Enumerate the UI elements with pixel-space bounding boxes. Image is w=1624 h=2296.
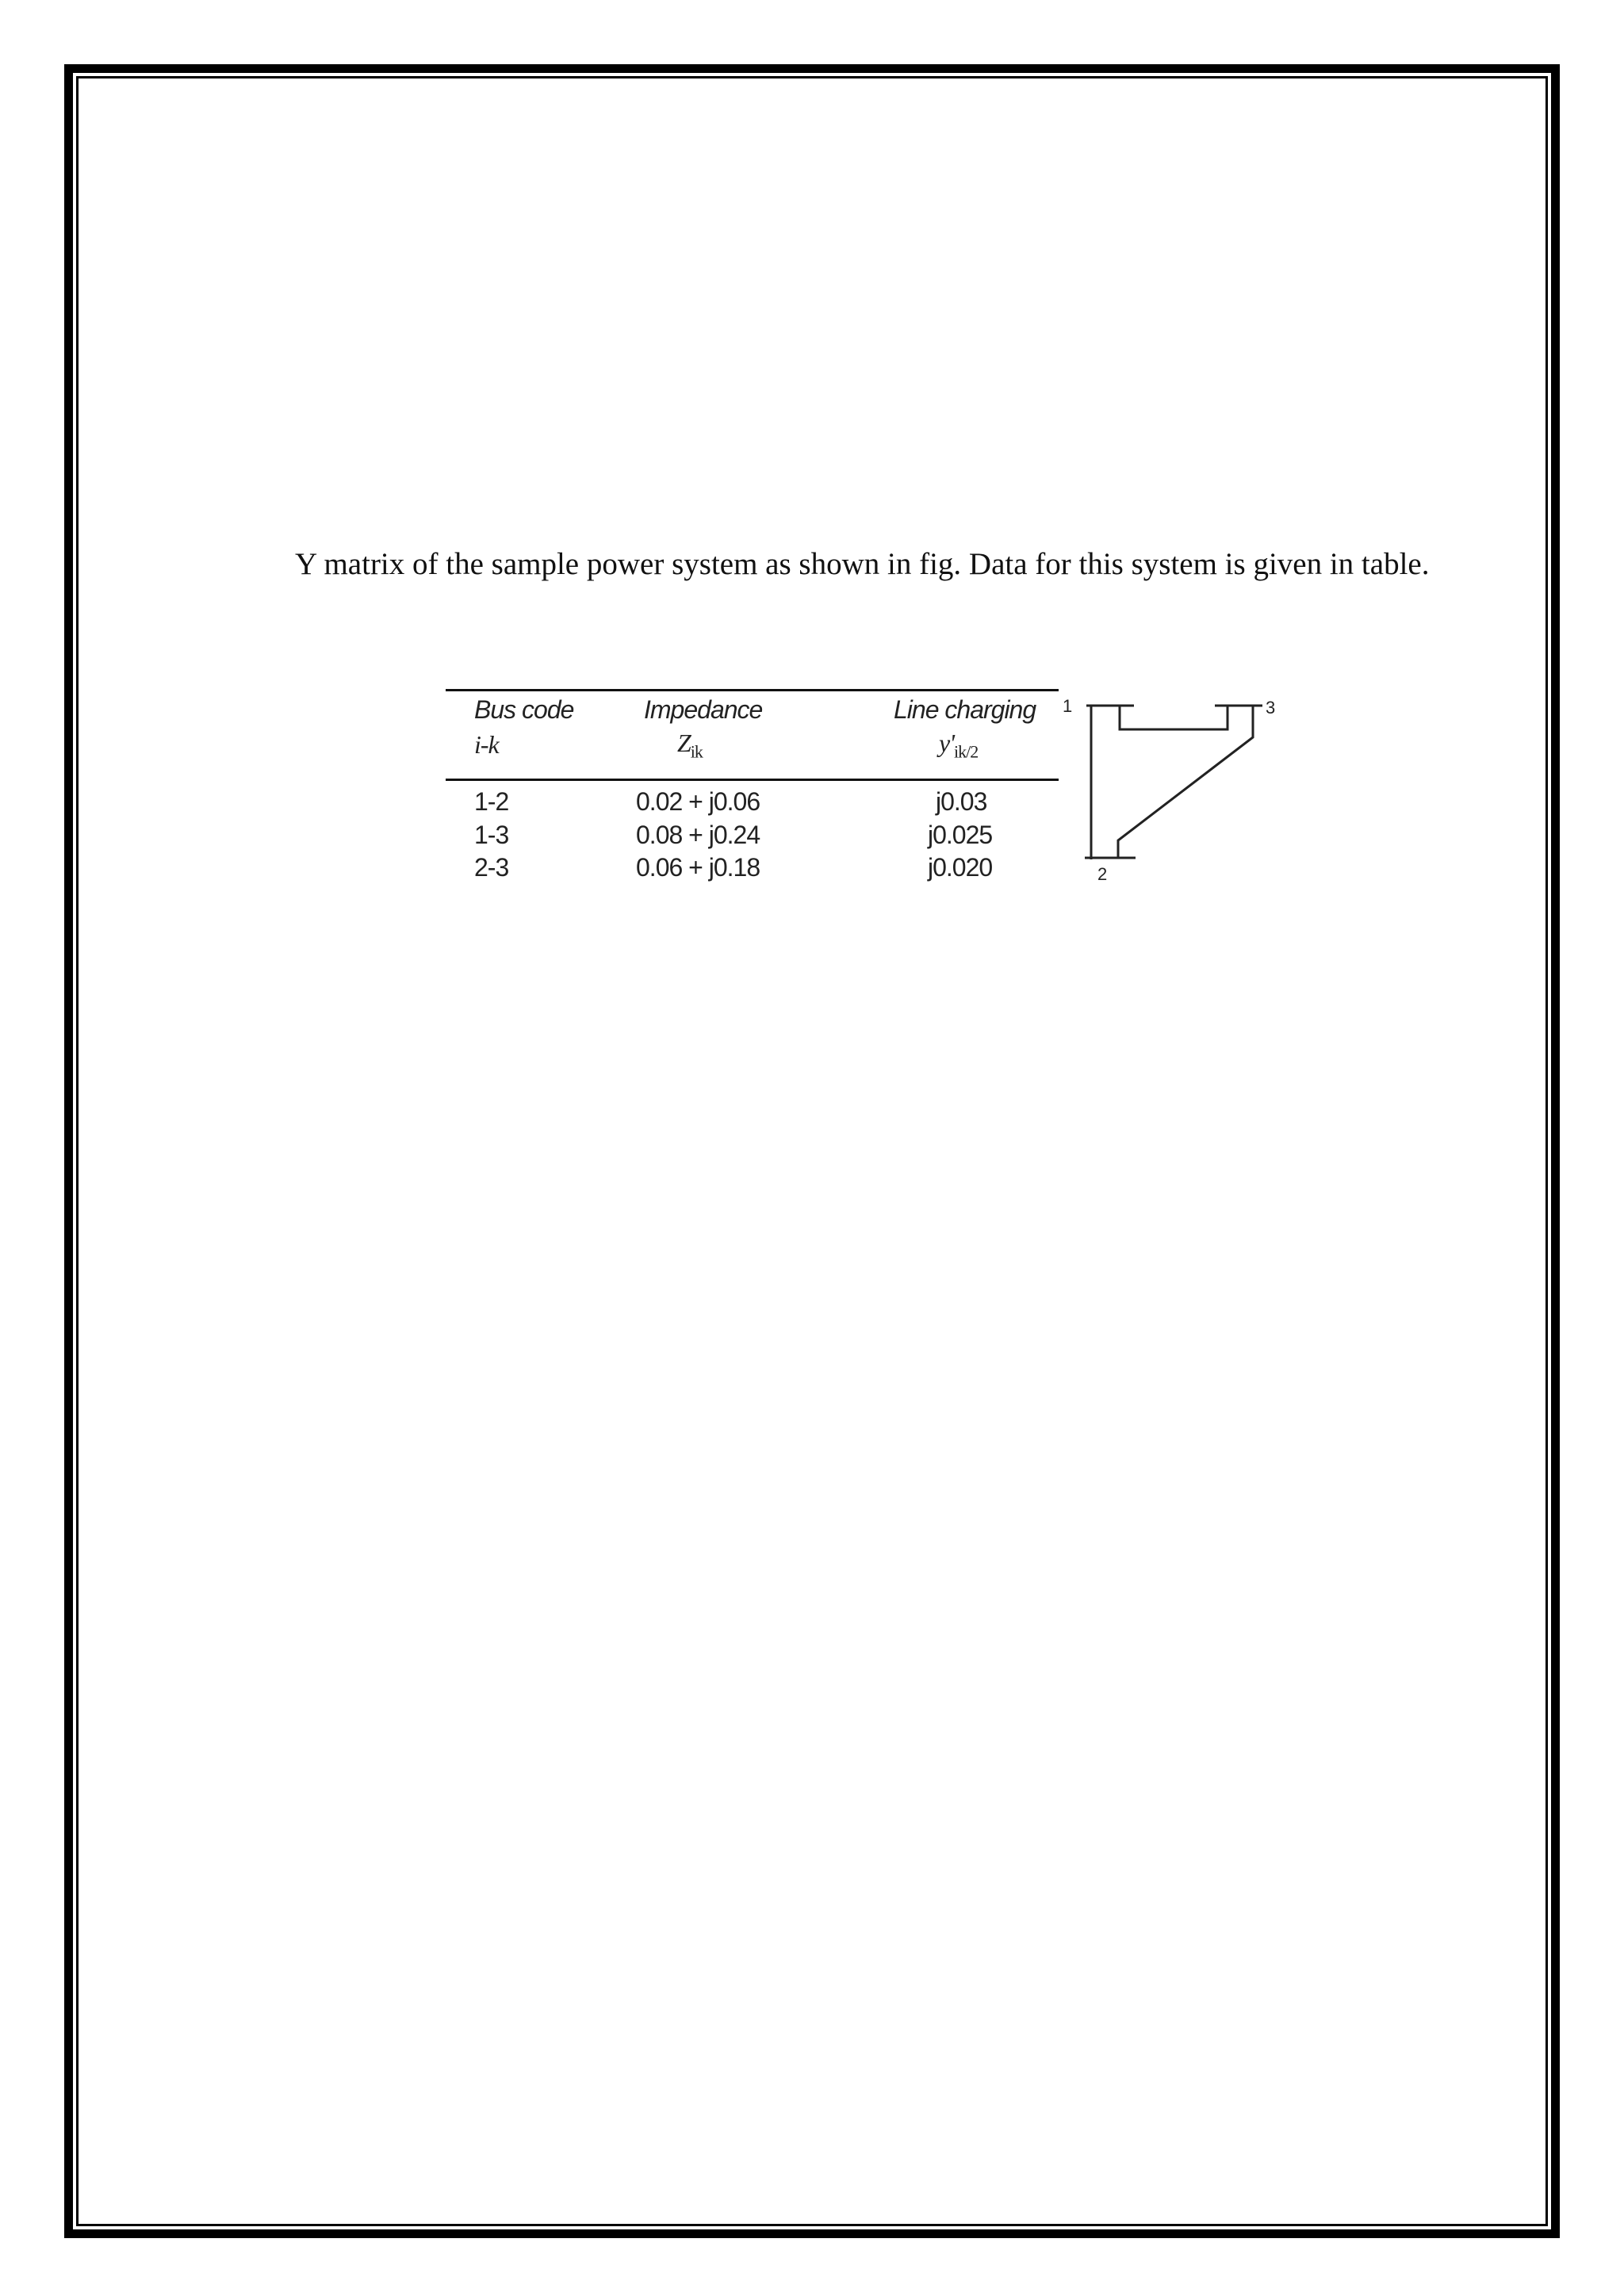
cell-line-charging: j0.020: [928, 853, 993, 882]
cell-line-charging: j0.025: [928, 821, 993, 849]
intro-paragraph: Y matrix of the sample power system as shown in fig. Data for this system is given in table.: [295, 547, 1430, 581]
bus-label: 3: [1266, 698, 1276, 718]
header-line-charging-symbol: $y'_{ik/2}$: [939, 729, 979, 762]
header-line-charging: Line charging: [894, 695, 1036, 724]
bus-label: 1: [1063, 696, 1073, 716]
cell-bus-code: 1-3: [474, 821, 509, 849]
header-bus-code: Bus code: [474, 695, 574, 724]
cell-bus-code: 1-2: [474, 787, 509, 816]
table-header-rule: [446, 779, 1059, 781]
bus-data-table: [446, 689, 1059, 887]
cell-line-charging: j0.03: [936, 787, 987, 816]
table-top-rule: [446, 689, 1059, 691]
header-bus-code-symbol: i-k: [474, 730, 499, 759]
page-inner-border: [76, 76, 1548, 2226]
cell-bus-code: 2-3: [474, 853, 509, 882]
bus-label: 2: [1097, 864, 1108, 884]
header-impedance: Impedance: [644, 695, 763, 724]
cell-impedance: 0.02 + j0.06: [636, 787, 760, 816]
line-1-3: [1120, 706, 1228, 729]
cell-impedance: 0.06 + j0.18: [636, 853, 760, 882]
power-system-diagram: [1063, 693, 1300, 899]
cell-impedance: 0.08 + j0.24: [636, 821, 760, 849]
header-impedance-symbol: $Z_{ik}$: [677, 729, 703, 762]
